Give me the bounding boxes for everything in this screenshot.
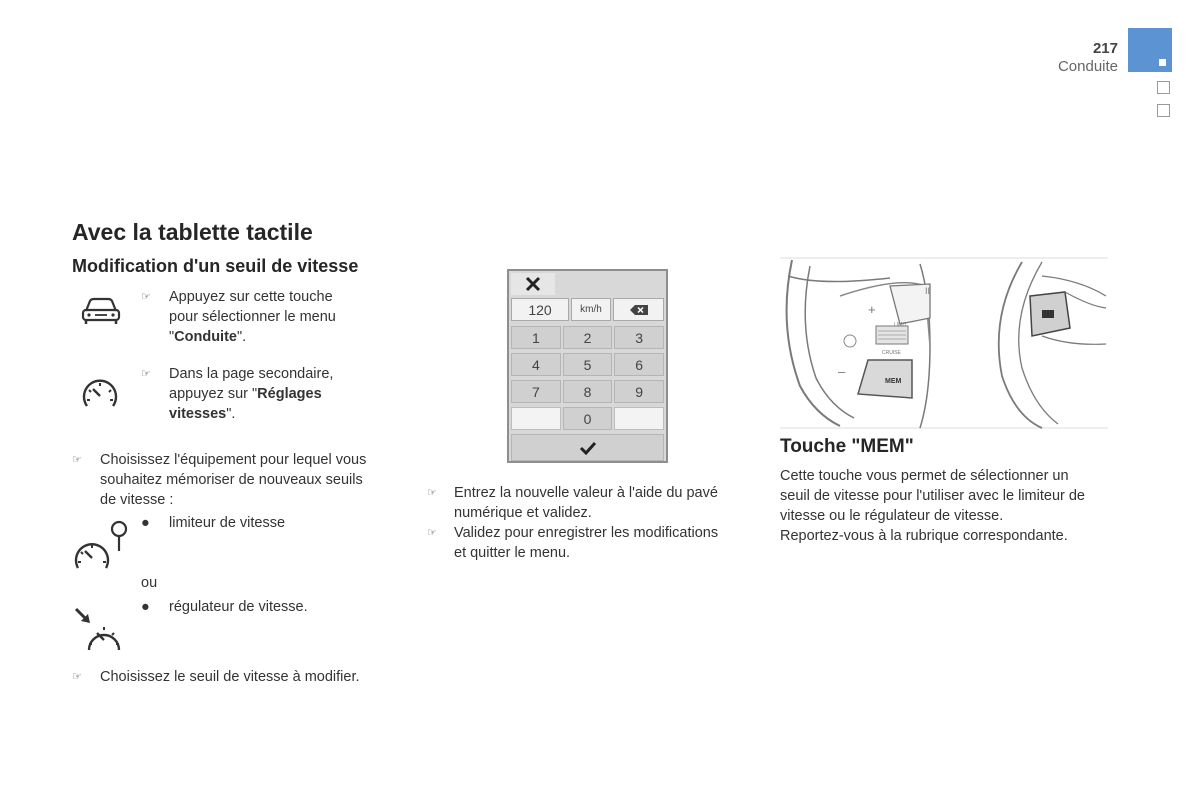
- bullet-pointer-icon: ☞: [427, 527, 437, 539]
- step-enter-value: Entrez la nouvelle valeur à l'aide du pavé numérique et validez.: [454, 485, 718, 521]
- checkmark-icon: [579, 441, 597, 455]
- keypad-value-field[interactable]: 120: [511, 298, 569, 321]
- backspace-button[interactable]: [613, 298, 664, 321]
- section-subtitle: Modification d'un seuil de vitesse: [72, 256, 359, 276]
- car-icon: [80, 293, 122, 325]
- close-icon: [525, 276, 541, 292]
- limit-label: LIMIT: [894, 322, 907, 328]
- step-select-menu: Appuyez sur cette touche pour sélectionner le menu "Conduite".: [169, 289, 336, 345]
- step-validate: Validez pour enregistrer les modifications et quitter le menu.: [454, 525, 719, 561]
- key-9[interactable]: 9: [614, 380, 664, 403]
- option-bullet: ●: [141, 515, 150, 531]
- key-7[interactable]: 7: [511, 380, 561, 403]
- key-5[interactable]: 5: [563, 353, 613, 376]
- mem-section-title: Touche "MEM": [780, 436, 914, 457]
- chapter-tab-box: [1157, 104, 1170, 117]
- keypad-row: [511, 380, 664, 403]
- key-8[interactable]: 8: [563, 380, 613, 403]
- step-choose-equipment: Choisissez l'équipement pour lequel vous souhaitez mémoriser de nouveaux seuils de vitesse :: [100, 452, 367, 508]
- pause-label: II: [925, 286, 931, 296]
- keypad-unit: km/h: [571, 298, 611, 321]
- plus-label: +: [868, 302, 876, 317]
- steering-wheel-illustration: [780, 256, 1108, 436]
- page-number: 217: [1092, 40, 1118, 57]
- validate-button[interactable]: [511, 434, 664, 461]
- chapter-tab-marker: [1159, 59, 1166, 66]
- bullet-pointer-icon: ☞: [141, 368, 151, 380]
- key-1[interactable]: 1: [511, 326, 561, 349]
- keypad-close-button[interactable]: [511, 273, 555, 295]
- key-blank: [511, 407, 561, 430]
- mem-button-label: MEM: [885, 378, 902, 385]
- bullet-pointer-icon: ☞: [72, 454, 82, 466]
- minus-label: –: [838, 364, 846, 379]
- speedometer-icon: [80, 376, 120, 412]
- key-2[interactable]: 2: [563, 326, 613, 349]
- key-3[interactable]: 3: [614, 326, 664, 349]
- step-speed-settings: Dans la page secondaire, appuyez sur "Réglages vitesses".: [169, 366, 334, 422]
- chapter-name: Conduite: [1057, 58, 1118, 75]
- bullet-pointer-icon: ☞: [141, 291, 151, 303]
- numeric-keypad: [507, 269, 668, 463]
- keypad-display-row: [511, 298, 664, 321]
- mem-description: Cette touche vous permet de sélectionner un seuil de vitesse pour l'utiliser avec le limiteur de vitesse ou le régulateur de vitesse. Reportez-vous à la rubrique correspondante.: [780, 468, 1085, 544]
- backspace-icon: [630, 305, 648, 315]
- keypad-row: [511, 326, 664, 349]
- cruise-control-icon: [74, 607, 126, 653]
- cruise-label: CRUISE: [882, 350, 901, 356]
- bullet-pointer-icon: ☞: [427, 487, 437, 499]
- option-speed-limiter: limiteur de vitesse: [169, 515, 286, 531]
- keypad-row: [511, 353, 664, 376]
- key-0[interactable]: 0: [563, 407, 613, 430]
- section-title: Avec la tablette tactile: [72, 219, 313, 245]
- option-bullet: ●: [141, 599, 150, 615]
- key-6[interactable]: 6: [614, 353, 664, 376]
- key-blank: [614, 407, 664, 430]
- chapter-tab-box: [1157, 81, 1170, 94]
- key-4[interactable]: 4: [511, 353, 561, 376]
- bullet-pointer-icon: ☞: [72, 671, 82, 683]
- or-label: ou: [141, 575, 158, 591]
- step-choose-threshold: Choisissez le seuil de vitesse à modifier.: [100, 669, 360, 685]
- speed-limiter-icon: [74, 519, 130, 573]
- option-cruise-control: régulateur de vitesse.: [169, 599, 308, 615]
- keypad-row: [511, 407, 664, 430]
